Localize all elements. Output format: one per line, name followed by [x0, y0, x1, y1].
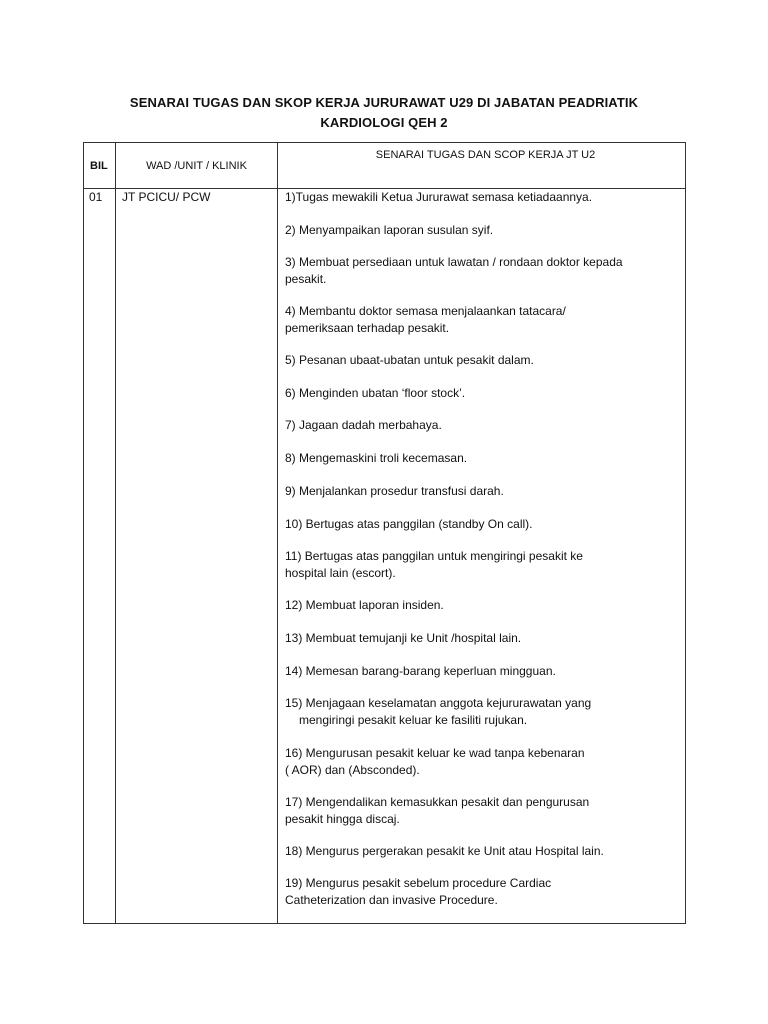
duties-table: [83, 142, 686, 924]
task-text-line-2: pesakit hingga discaj.: [285, 811, 400, 826]
task-text-line-1: 4) Membantu doktor semasa menjalaankan tatacara/: [285, 304, 566, 318]
task-text-line-1: 9) Menjalankan prosedur transfusi darah.: [285, 484, 504, 498]
header-bil: BIL: [84, 143, 116, 189]
task-item: [285, 843, 679, 860]
task-text-line-2: pesakit.: [285, 271, 327, 286]
task-text-line-1: 18) Mengurus pergerakan pesakit ke Unit atau Hospital lain.: [285, 844, 604, 858]
task-item: [285, 385, 679, 402]
task-text-line-2: Catheterization dan invasive Procedure.: [285, 892, 498, 907]
task-list-items: [285, 189, 679, 919]
table-row: [84, 189, 686, 924]
task-item: [285, 483, 679, 500]
document-title: [60, 93, 708, 133]
task-item: [285, 450, 679, 467]
task-item: [285, 303, 679, 336]
task-text-line-1: 14) Memesan barang-barang keperluan mingguan.: [285, 664, 556, 678]
task-text-line-1: 12) Membuat laporan insiden.: [285, 598, 444, 612]
task-text-line-2: ( AOR) dan (Absconded).: [285, 762, 420, 777]
task-text-line-2: mengiringi pesakit keluar ke fasiliti rujukan.: [299, 712, 528, 727]
header-senarai-tugas: SENARAI TUGAS DAN SCOP KERJA JT U2: [278, 143, 686, 189]
title-line-1: SENARAI TUGAS DAN SKOP KERJA JURURAWAT U29 DI JABATAN PEADRIATIK: [129, 95, 639, 110]
task-text-line-1: 19) Mengurus pesakit sebelum procedure Cardiac: [285, 876, 552, 890]
task-text-line-2: pemeriksaan terhadap pesakit.: [285, 320, 450, 335]
task-text-line-1: 6) Menginden ubatan ‘floor stock’.: [285, 386, 466, 400]
task-text-line-1: 3) Membuat persediaan untuk lawatan / rondaan doktor kepada: [285, 255, 623, 269]
task-item: [285, 352, 679, 369]
task-text-line-2: hospital lain (escort).: [285, 565, 396, 580]
task-item: [285, 222, 679, 239]
task-text-line-1: 10) Bertugas atas panggilan (standby On call).: [285, 517, 533, 531]
row-ward: JT PCICU/ PCW: [116, 189, 278, 924]
header-wad-unit-klinik: WAD /UNIT / KLINIK: [116, 143, 278, 189]
task-text-line-1: 7) Jagaan dadah merbahaya.: [285, 418, 442, 432]
task-item: [285, 875, 679, 908]
table-header-row: [84, 143, 686, 189]
task-list: [278, 189, 686, 924]
task-text-line-1: 13) Membuat temujanji ke Unit /hospital lain.: [285, 631, 522, 645]
task-text-line-1: 2) Menyampaikan laporan susulan syif.: [285, 223, 494, 237]
task-text-line-1: 5) Pesanan ubaat-ubatan untuk pesakit dalam.: [285, 353, 534, 367]
task-item: [285, 597, 679, 614]
task-text-line-1: 1)Tugas mewakili Ketua Jururawat semasa ketiadaannya.: [285, 190, 593, 204]
row-number: 01: [84, 189, 116, 924]
task-item: [285, 745, 679, 778]
task-item: [285, 794, 679, 827]
task-item: [285, 417, 679, 434]
task-text-line-1: 16) Mengurusan pesakit keluar ke wad tanpa kebenaran: [285, 746, 585, 760]
task-item: [285, 516, 679, 533]
task-item: [285, 548, 679, 581]
task-text-line-1: 17) Mengendalikan kemasukkan pesakit dan pengurusan: [285, 795, 590, 809]
task-item: [285, 630, 679, 647]
task-item: [285, 254, 679, 287]
task-item: [285, 189, 679, 206]
task-text-line-1: 15) Menjagaan keselamatan anggota kejururawatan yang: [285, 696, 592, 710]
title-line-2: KARDIOLOGI QEH 2: [320, 115, 448, 130]
task-item: [285, 663, 679, 680]
task-text-line-1: 11) Bertugas atas panggilan untuk mengiringi pesakit ke: [285, 549, 583, 563]
task-item: [285, 695, 679, 728]
task-text-line-1: 8) Mengemaskini troli kecemasan.: [285, 451, 468, 465]
